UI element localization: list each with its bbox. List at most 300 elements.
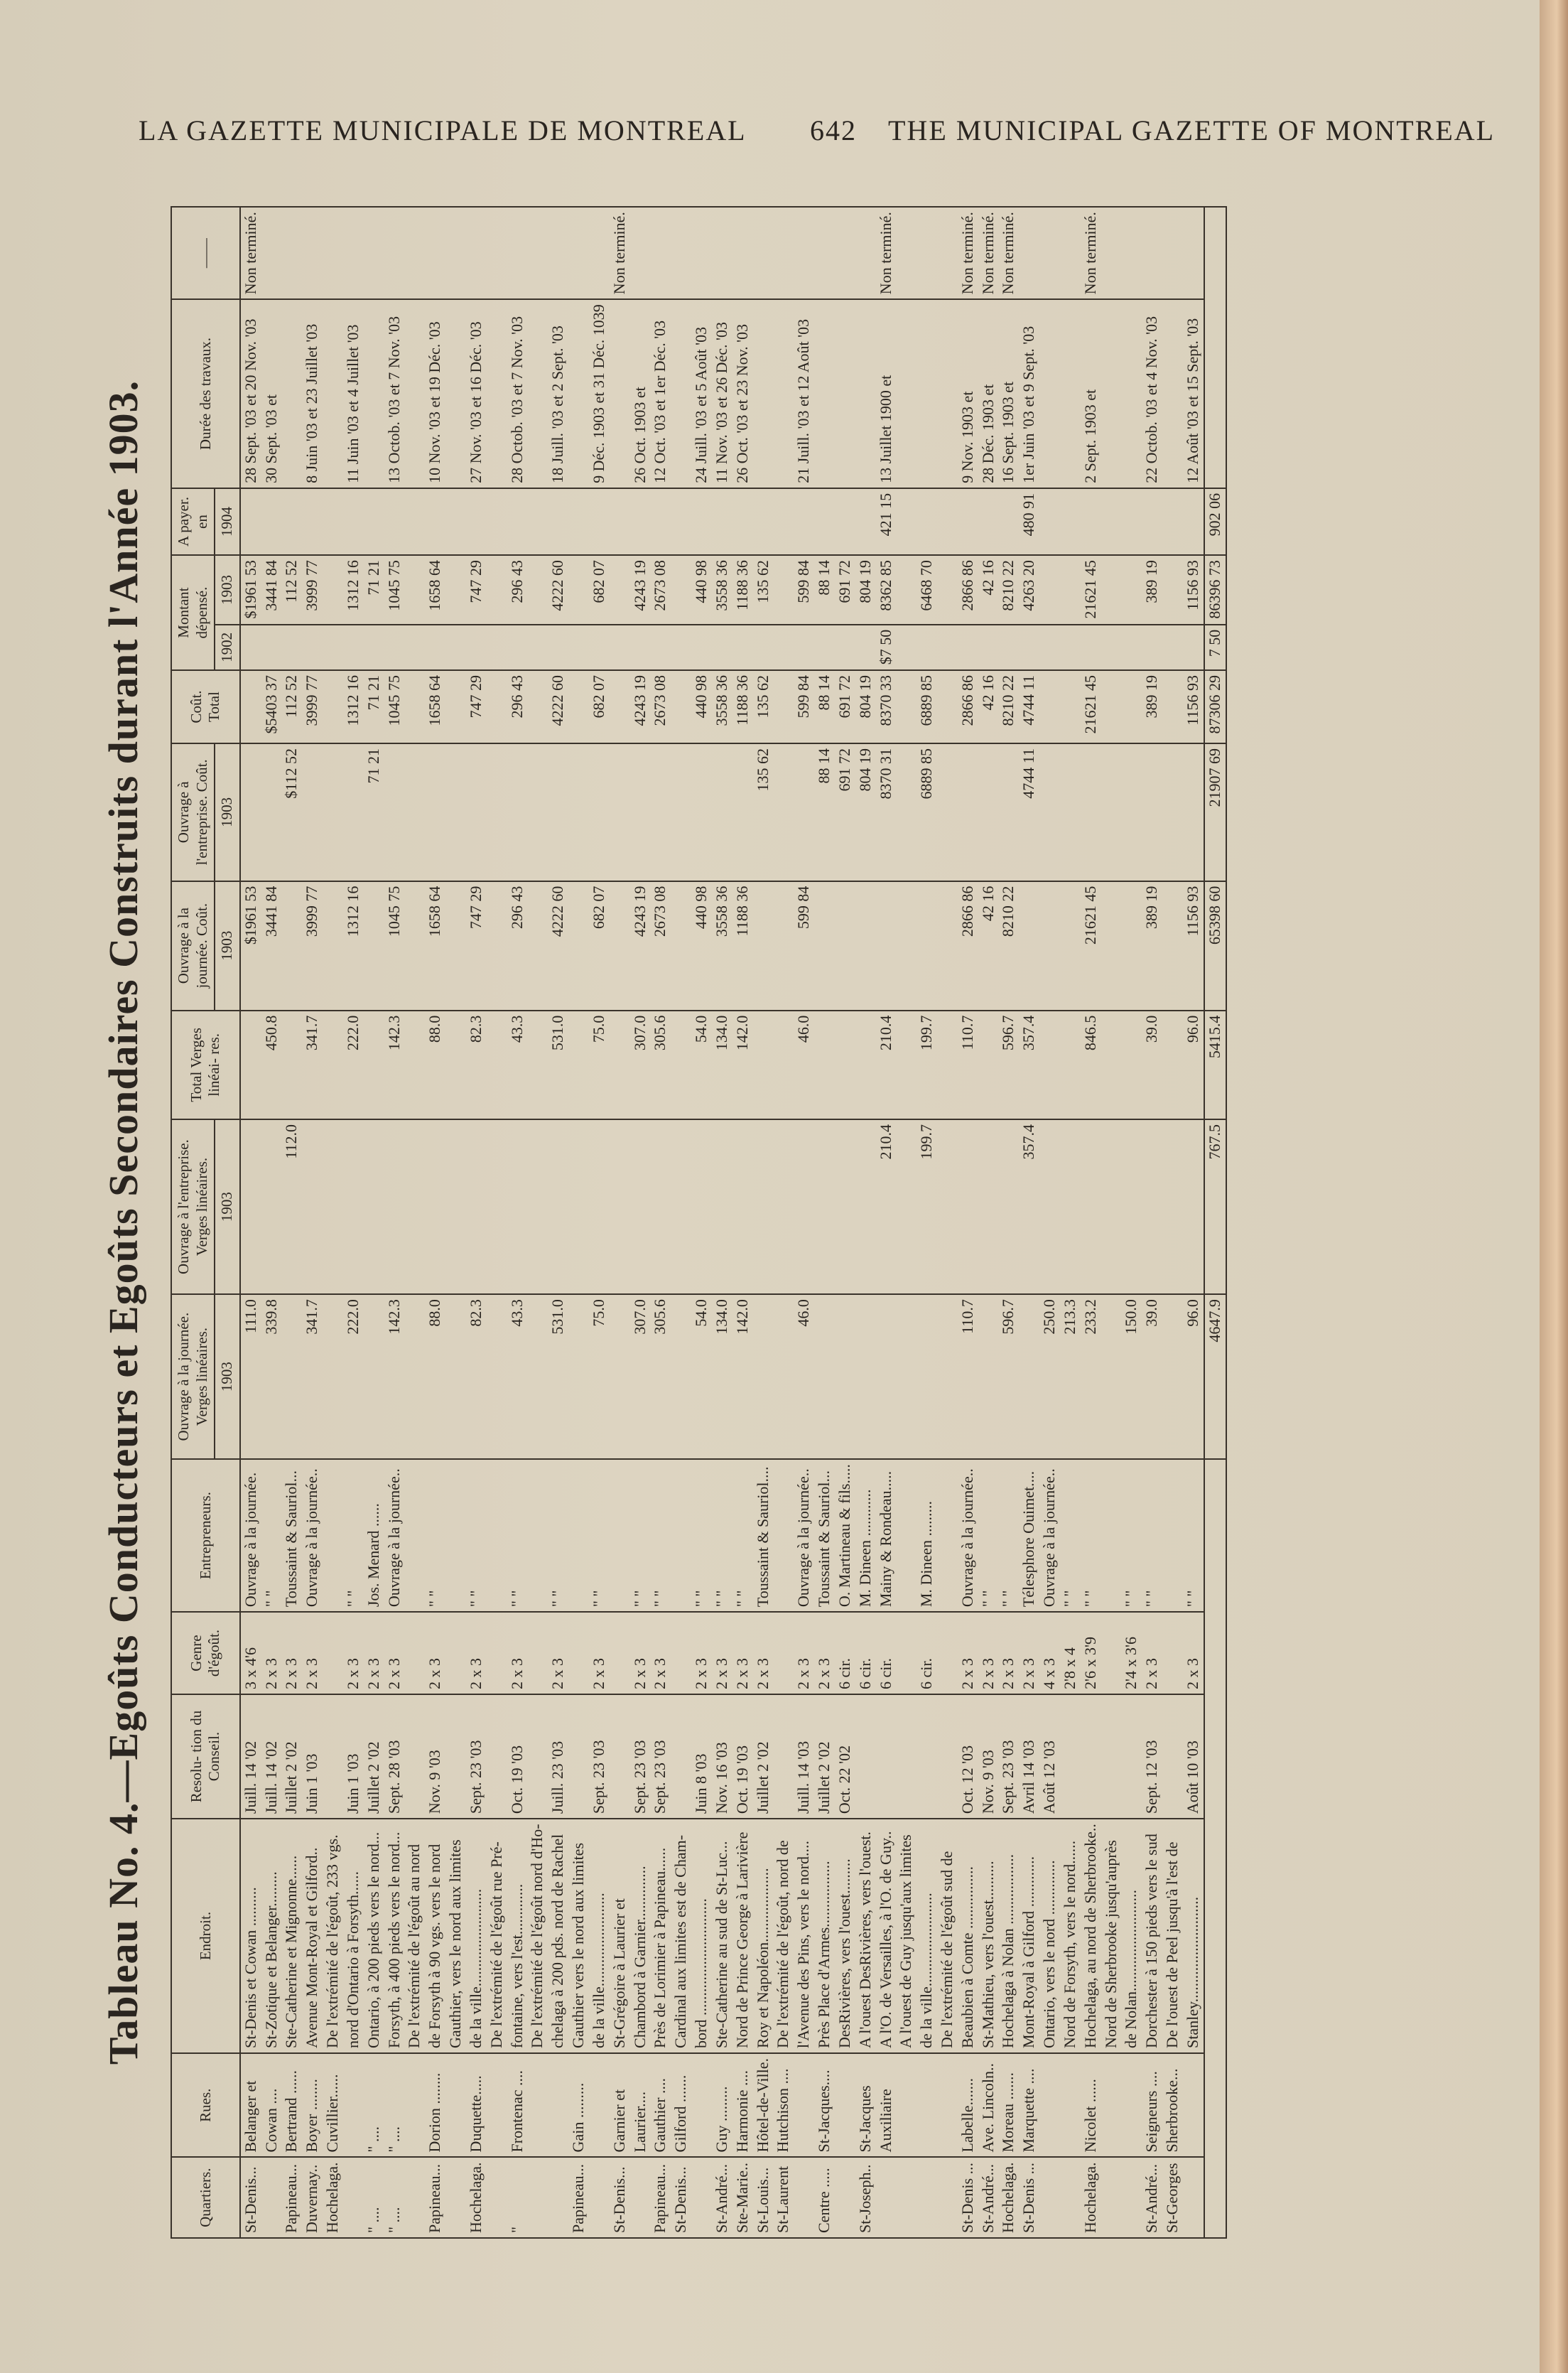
table-cell: Stanley...........................	[1183, 1819, 1204, 2053]
table-cell	[281, 207, 302, 299]
table-cell	[364, 1294, 384, 1459]
table-cell	[343, 2157, 364, 2238]
table-cell: 2 x 3	[507, 1612, 528, 1694]
table-cell	[876, 1294, 897, 1459]
table-cell	[589, 1119, 610, 1294]
table-cell	[364, 625, 384, 670]
table-cell	[487, 207, 507, 299]
table-cell	[712, 625, 732, 670]
table-cell	[527, 1612, 548, 1694]
table-cell: Laurier....	[630, 2053, 651, 2157]
table-cell	[527, 299, 548, 488]
table-cell	[855, 1011, 876, 1119]
table-cell: M. Dineen ............	[855, 1459, 876, 1612]
table-cell: 2866 86	[958, 881, 978, 1011]
table-cell	[1039, 2053, 1060, 2157]
table-cell	[814, 1294, 835, 1459]
col-rues: Rues.	[171, 2053, 240, 2157]
year-label: 1903	[215, 555, 240, 625]
table-cell	[1060, 2053, 1081, 2157]
table-cell	[527, 743, 548, 881]
table-cell	[1162, 1694, 1183, 1819]
table-cell	[302, 1119, 323, 1294]
table-cell: De l'extrémité de l'égoût, nord de	[773, 1819, 794, 2053]
table-cell	[487, 1694, 507, 1819]
table-row	[671, 207, 691, 2238]
table-row	[261, 207, 282, 2238]
table-cell	[712, 207, 732, 299]
table-row	[630, 207, 651, 2238]
table-cell: Sept. 23 '03	[998, 1694, 1019, 1819]
table-cell: 440 98	[691, 881, 712, 1011]
table-cell	[610, 1612, 630, 1694]
table-cell: Papineau...	[425, 2157, 445, 2238]
table-cell: 691 72	[835, 555, 855, 625]
table-cell	[1060, 555, 1081, 625]
table-cell: 71 21	[364, 670, 384, 743]
col-journee-cout: Ouvrage à la journée. Coût.	[171, 881, 215, 1011]
table-cell: " "	[1060, 1459, 1081, 1612]
table-cell	[568, 670, 589, 743]
table-cell	[364, 1119, 384, 1294]
table-cell	[445, 2157, 466, 2238]
table-cell: 389 19	[1142, 555, 1162, 625]
table-cell: Toussaint & Sauriol....	[753, 1459, 774, 1612]
table-cell	[1039, 488, 1060, 555]
table-cell: Nord de Forsyth, vers le nord......	[1060, 1819, 1081, 2053]
table-row	[302, 207, 323, 2238]
table-cell: 142.0	[732, 1011, 753, 1119]
table-cell: Hochelaga.	[998, 2157, 1019, 2238]
table-cell	[404, 625, 425, 670]
table-cell	[753, 1119, 774, 1294]
table-cell: fontaine, vers l'est.............	[507, 1819, 528, 2053]
table-cell: 4744 11	[1019, 743, 1039, 881]
table-cell	[753, 299, 774, 488]
table-cell	[794, 625, 814, 670]
table-cell: 75.0	[589, 1294, 610, 1459]
table-cell	[1183, 2157, 1204, 2238]
table-row	[548, 207, 568, 2238]
table-cell	[1039, 670, 1060, 743]
table-cell	[302, 207, 323, 299]
table-cell	[732, 207, 753, 299]
table-cell: 440 98	[691, 670, 712, 743]
table-row	[1101, 207, 1122, 2238]
table-cell: 150.0	[1121, 1294, 1142, 1459]
table-cell	[1142, 1119, 1162, 1294]
table-row	[978, 207, 999, 2238]
table-cell: Avenue Mont-Royal et Gilford..	[302, 1819, 323, 2053]
table-cell	[917, 2053, 937, 2157]
table-cell: De l'extrémité de l'égoût nord d'Ho-	[527, 1819, 548, 2053]
table-cell	[896, 1011, 917, 1119]
table-cell	[425, 1119, 445, 1294]
table-row	[589, 207, 610, 2238]
table-cell	[384, 743, 405, 881]
table-cell	[281, 299, 302, 488]
table-cell	[487, 1119, 507, 1294]
table-cell: 21621 45	[1081, 555, 1101, 625]
table-row	[1039, 207, 1060, 2238]
table-cell	[876, 2157, 897, 2238]
table-header-row	[171, 207, 215, 2238]
table-cell	[937, 1011, 958, 1119]
table-cell	[937, 1459, 958, 1612]
table-cell: DesRivières, vers l'ouest.........	[835, 1819, 855, 2053]
table-cell: Hochelaga.	[1081, 2157, 1101, 2238]
table-cell: 1188 36	[732, 670, 753, 743]
table-cell: " ....	[364, 2157, 384, 2238]
table-cell	[404, 2157, 425, 2238]
table-cell: 389 19	[1142, 881, 1162, 1011]
table-cell	[343, 1119, 364, 1294]
table-cell: 210.4	[876, 1119, 897, 1294]
table-cell: $112 52	[281, 743, 302, 881]
table-cell	[445, 1294, 466, 1459]
table-cell: Ste-Catherine au sud de St-Luc...	[712, 1819, 732, 2053]
table-row	[958, 207, 978, 2238]
table-cell: 531.0	[548, 1294, 568, 1459]
table-cell	[445, 1612, 466, 1694]
table-cell	[773, 625, 794, 670]
total-cell: 4647.9	[1204, 1294, 1226, 1459]
table-cell: 2 x 3	[548, 1612, 568, 1694]
table-cell: 28 Octob. '03 et 7 Nov. '03	[507, 299, 528, 488]
table-cell	[1081, 743, 1101, 881]
table-cell: Nov. 9 '03	[425, 1694, 445, 1819]
table-cell: 450.8	[261, 1011, 282, 1119]
table-cell	[896, 670, 917, 743]
table-cell: 13 Octob. '03 et 7 Nov. '03	[384, 299, 405, 488]
table-cell	[487, 1011, 507, 1119]
table-cell: St-Denis...	[671, 2157, 691, 2238]
table-cell: 2'4 x 3'6	[1121, 1612, 1142, 1694]
table-cell: 599 84	[794, 670, 814, 743]
table-cell: Ste-Marie..	[732, 2157, 753, 2238]
table-cell	[937, 2053, 958, 2157]
table-cell	[1162, 1459, 1183, 1612]
table-cell	[548, 2157, 568, 2238]
table-cell	[445, 1459, 466, 1612]
table-cell: 296 43	[507, 881, 528, 1011]
table-cell: 210.4	[876, 1011, 897, 1119]
table-cell: 4 x 3	[1039, 1612, 1060, 1694]
table-cell: Gain .........	[568, 2053, 589, 2157]
table-cell	[404, 1612, 425, 1694]
table-cell: Sept. 12 '03	[1142, 1694, 1162, 1819]
table-cell: Boyer ........	[302, 2053, 323, 2157]
table-cell: 596.7	[998, 1294, 1019, 1459]
table-cell: Papineau...	[281, 2157, 302, 2238]
table-cell	[896, 555, 917, 625]
table-cell: 111.0	[240, 1294, 261, 1459]
table-cell	[1121, 488, 1142, 555]
table-cell: Juill. 23 '03	[548, 1694, 568, 1819]
table-cell	[1019, 625, 1039, 670]
table-cell	[343, 207, 364, 299]
table-cell: $5403 37	[261, 670, 282, 743]
table-cell	[917, 207, 937, 299]
table-row	[343, 207, 364, 2238]
table-cell: 341.7	[302, 1294, 323, 1459]
table-cell	[1039, 207, 1060, 299]
table-cell	[568, 555, 589, 625]
table-cell	[896, 1694, 917, 1819]
table-cell	[1039, 881, 1060, 1011]
table-cell	[937, 881, 958, 1011]
table-cell: 2 x 3	[425, 1612, 445, 1694]
table-cell: 682 07	[589, 670, 610, 743]
table-cell	[589, 207, 610, 299]
table-cell	[1060, 1011, 1081, 1119]
table-cell	[753, 625, 774, 670]
table-cell	[240, 670, 261, 743]
table-cell: " "	[1081, 1459, 1101, 1612]
table-cell: " "	[548, 1459, 568, 1612]
table-cell: Papineau...	[650, 2157, 671, 2238]
table-cell	[487, 625, 507, 670]
table-cell: 82.3	[466, 1294, 487, 1459]
table-cell	[589, 2053, 610, 2157]
table-cell	[1039, 1119, 1060, 1294]
table-cell	[445, 1694, 466, 1819]
total-cell: 902 06	[1204, 488, 1226, 555]
table-cell: 11 Juin '03 et 4 Juillet '03	[343, 299, 364, 488]
table-cell: " ....	[384, 2053, 405, 2157]
table-cell	[527, 488, 548, 555]
table-cell: St-Denis...	[610, 2157, 630, 2238]
table-cell: Jos. Menard ......	[364, 1459, 384, 1612]
table-cell: de la ville........................	[589, 1819, 610, 2053]
table-row	[691, 207, 712, 2238]
page-edge	[1540, 0, 1568, 2373]
table-cell	[466, 488, 487, 555]
table-cell: 2 x 3	[650, 1612, 671, 1694]
table-cell	[773, 299, 794, 488]
table-cell	[548, 625, 568, 670]
table-cell: 135 62	[753, 743, 774, 881]
table-row	[364, 207, 384, 2238]
table-cell	[1101, 207, 1122, 299]
table-row	[404, 207, 425, 2238]
table-cell: 305.6	[650, 1011, 671, 1119]
table-cell	[896, 881, 917, 1011]
table-cell: Marquette ....	[1019, 2053, 1039, 2157]
table-cell	[610, 1294, 630, 1459]
table-cell: 1188 36	[732, 555, 753, 625]
table-cell	[364, 881, 384, 1011]
table-cell	[773, 1612, 794, 1694]
table-cell	[404, 299, 425, 488]
table-cell	[937, 488, 958, 555]
table-cell: 112 52	[281, 555, 302, 625]
table-cell: St-Grégoire à Laurier et	[610, 1819, 630, 2053]
table-cell	[794, 207, 814, 299]
table-cell	[527, 1119, 548, 1294]
table-cell	[1060, 488, 1081, 555]
table-cell	[958, 625, 978, 670]
table-cell	[671, 743, 691, 881]
table-cell: 357.4	[1019, 1119, 1039, 1294]
table-cell	[773, 555, 794, 625]
table-cell	[835, 881, 855, 1011]
table-cell	[1039, 555, 1060, 625]
table-cell: 88 14	[814, 555, 835, 625]
table-cell: Juillet 2 '02	[814, 1694, 835, 1819]
table-cell: Gauthier vers le nord aux limites	[568, 1819, 589, 2053]
table-cell: " "	[691, 1459, 712, 1612]
table-cell	[1121, 1694, 1142, 1819]
table-cell: 82.3	[466, 1011, 487, 1119]
table-row	[487, 207, 507, 2238]
table-cell	[814, 1011, 835, 1119]
table-cell: Hochelaga, au nord de Sherbrooke..	[1081, 1819, 1101, 2053]
table-cell: 16 Sept. 1903 et	[998, 299, 1019, 488]
table-cell: " "	[261, 1459, 282, 1612]
table-cell: 42 16	[978, 881, 999, 1011]
table-cell	[835, 625, 855, 670]
table-cell: Hutchison ....	[773, 2053, 794, 2157]
table-cell: 12 Oct. '03 et 1er Déc. '03	[650, 299, 671, 488]
table-cell: 4222 60	[548, 670, 568, 743]
table-cell	[1101, 2157, 1122, 2238]
col-journee-verges: Ouvrage à la journée. Verges linéaires.	[171, 1294, 215, 1459]
table-cell: 2 x 3	[466, 1612, 487, 1694]
table-cell	[671, 1011, 691, 1119]
table-row	[240, 207, 261, 2238]
table-cell	[1060, 743, 1081, 881]
table-cell	[998, 488, 1019, 555]
table-cell	[425, 625, 445, 670]
table-cell: 3 x 4'6	[240, 1612, 261, 1694]
table-cell: 1156 93	[1183, 670, 1204, 743]
table-cell	[773, 1459, 794, 1612]
table-cell	[487, 1459, 507, 1612]
table-cell	[896, 1612, 917, 1694]
col-a-payer: A payer. en	[171, 488, 215, 555]
table-cell	[773, 881, 794, 1011]
table-cell	[1142, 207, 1162, 299]
table-cell	[937, 1294, 958, 1459]
table-cell: 96.0	[1183, 1294, 1204, 1459]
table-row	[896, 207, 917, 2238]
table-cell: Juill. 14 '03	[794, 1694, 814, 1819]
table-cell	[773, 1694, 794, 1819]
table-cell	[1101, 555, 1122, 625]
table-cell	[610, 670, 630, 743]
table-cell	[507, 625, 528, 670]
table-cell	[835, 1119, 855, 1294]
table-cell	[487, 488, 507, 555]
table-cell	[896, 488, 917, 555]
table-row	[568, 207, 589, 2238]
table-cell: Nord de Prince George à Larivière	[732, 1819, 753, 2053]
table-cell	[610, 1119, 630, 1294]
table-row	[1183, 207, 1204, 2238]
table-cell: 3999 77	[302, 555, 323, 625]
table-cell	[527, 1459, 548, 1612]
table-cell	[998, 743, 1019, 881]
table-cell	[691, 1119, 712, 1294]
table-cell	[937, 299, 958, 488]
table-cell: 28 Sept. '03 et 20 Nov. '03	[240, 299, 261, 488]
table-cell: Ontario, à 200 pieds vers le nord...	[364, 1819, 384, 2053]
table-cell	[323, 670, 343, 743]
table-cell	[487, 1612, 507, 1694]
table-cell: 22 Octob. '03 et 4 Nov. '03	[1142, 299, 1162, 488]
table-cell	[466, 625, 487, 670]
table-cell: De l'extrémité de l'égoût, 233 vgs.	[323, 1819, 343, 2053]
table-cell	[650, 488, 671, 555]
table-cell	[568, 207, 589, 299]
table-cell	[281, 488, 302, 555]
table-cell	[1162, 670, 1183, 743]
table-cell	[937, 670, 958, 743]
table-cell	[281, 1011, 302, 1119]
table-cell: Nov. 16 '03	[712, 1694, 732, 1819]
table-cell	[671, 625, 691, 670]
table-cell	[978, 1119, 999, 1294]
table-cell: 1312 16	[343, 670, 364, 743]
table-cell: 18 Juill. '03 et 2 Sept. '03	[548, 299, 568, 488]
table-cell	[998, 625, 1019, 670]
table-cell	[671, 1294, 691, 1459]
table-cell	[527, 1694, 548, 1819]
table-row	[712, 207, 732, 2238]
table-cell: Non terminé.	[1081, 207, 1101, 299]
table-cell: Cuvillier......	[323, 2053, 343, 2157]
table-cell: 2 x 3	[1019, 1612, 1039, 1694]
table-cell	[527, 2157, 548, 2238]
table-cell: Duvernay..	[302, 2157, 323, 2238]
table-cell	[978, 1011, 999, 1119]
table-row	[445, 207, 466, 2238]
table-cell: " "	[650, 1459, 671, 1612]
table-cell: 135 62	[753, 555, 774, 625]
year-label: 1903	[215, 1119, 240, 1294]
table-cell: Juillet 2 '02	[753, 1694, 774, 1819]
table-cell: Juin 8 '03	[691, 1694, 712, 1819]
table-cell	[343, 2053, 364, 2157]
table-cell	[1101, 743, 1122, 881]
table-cell	[1101, 1011, 1122, 1119]
table-cell: M. Dineen .........	[917, 1459, 937, 1612]
table-cell: Gauthier, vers le nord aux limites	[445, 1819, 466, 2053]
table-cell	[1101, 2053, 1122, 2157]
table-cell: 88.0	[425, 1294, 445, 1459]
table-cell: St-Denis ...	[1019, 2157, 1039, 2238]
table-cell: 222.0	[343, 1011, 364, 1119]
table-cell: Oct. 19 '03	[732, 1694, 753, 1819]
table-cell	[261, 207, 282, 299]
table-cell	[937, 2157, 958, 2238]
table-cell	[876, 1694, 897, 1819]
table-cell	[568, 488, 589, 555]
table-cell	[404, 743, 425, 881]
table-cell	[773, 743, 794, 881]
table-cell	[323, 625, 343, 670]
table-cell	[261, 743, 282, 881]
table-cell: 2 x 3	[691, 1612, 712, 1694]
table-row	[1142, 207, 1162, 2238]
table-row	[1162, 207, 1183, 2238]
table-cell	[589, 2157, 610, 2238]
table-cell	[958, 743, 978, 881]
col-duree: Durée des travaux.	[171, 299, 240, 488]
table-cell	[691, 488, 712, 555]
table-cell	[1081, 625, 1101, 670]
